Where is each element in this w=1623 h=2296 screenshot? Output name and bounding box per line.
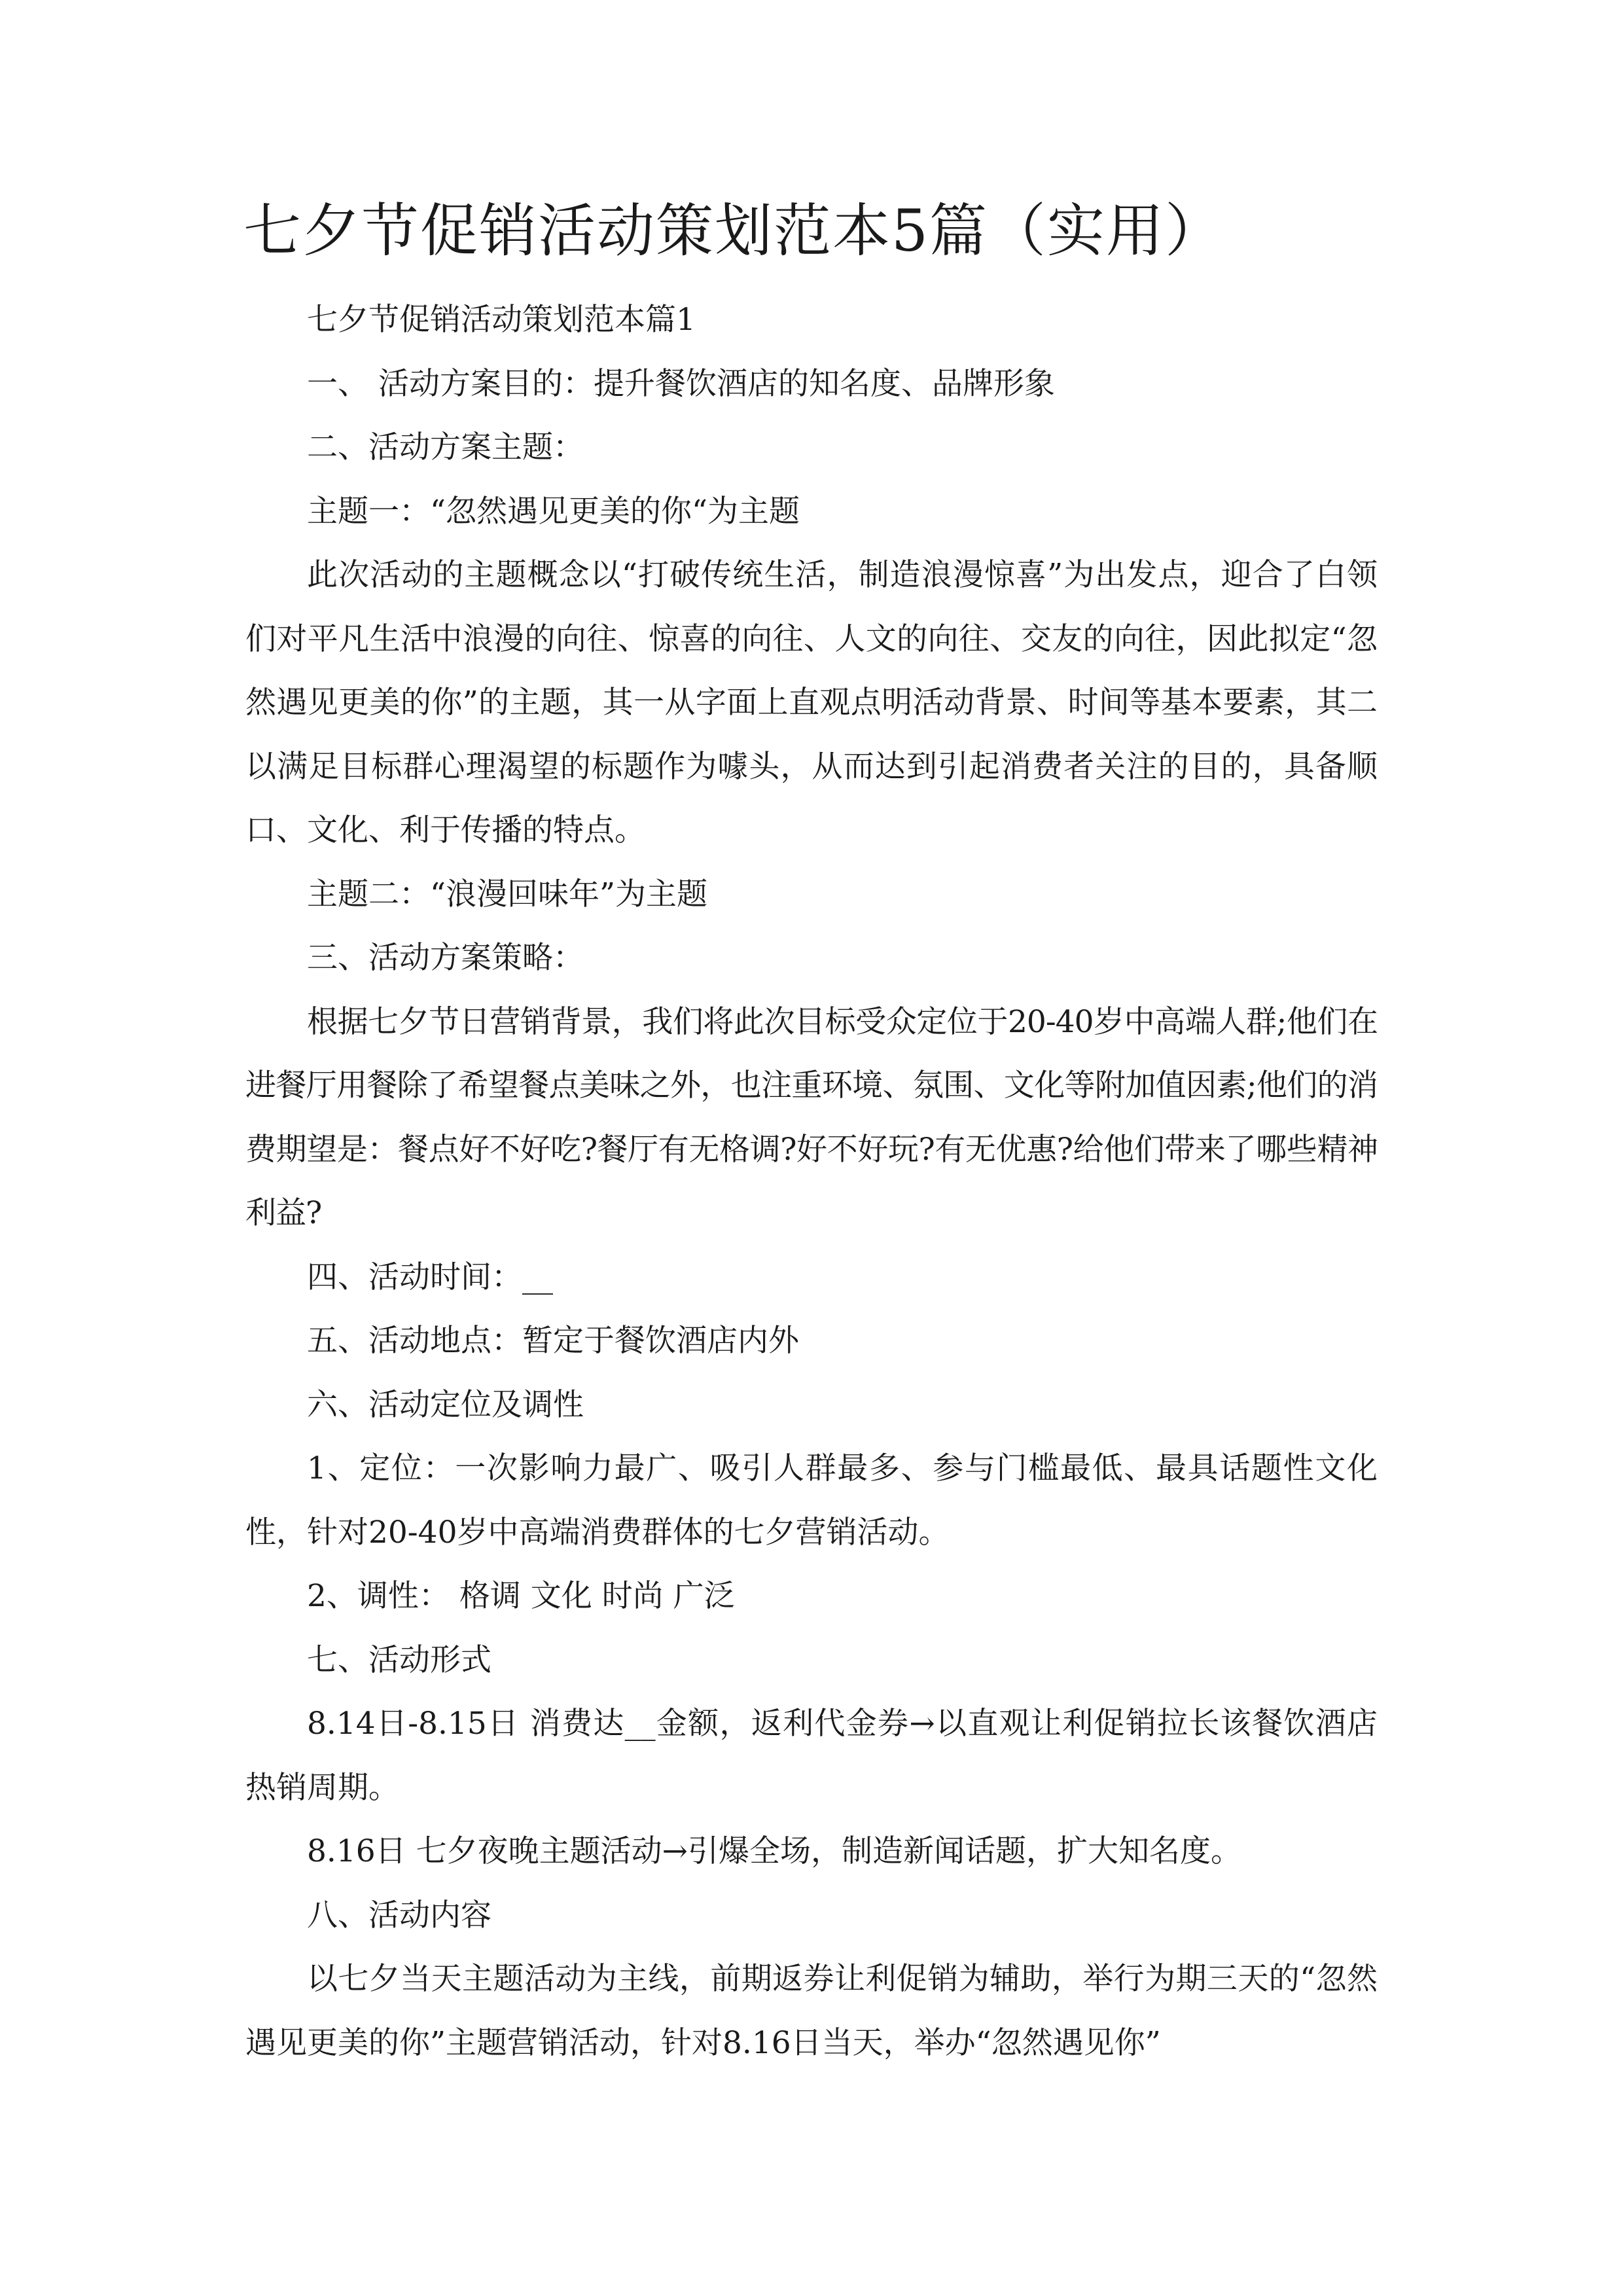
tone-line: 2、调性： 格调 文化 时尚 广泛: [307, 1578, 735, 1614]
document-title: 七夕节促销活动策划范本5篇（实用）: [243, 197, 1224, 264]
section-heading-location: 五、活动地点：暂定于餐饮酒店内外: [307, 1323, 799, 1359]
section-heading-article-1: 七夕节促销活动策划范本篇1: [307, 302, 696, 338]
section-heading-strategy: 三、活动方案策略：: [307, 940, 584, 976]
document-body: [245, 288, 1378, 2075]
strategy-paragraph: 根据七夕节日营销背景，我们将此次目标受众定位于20-40岁中高端人群;他们在进餐厅用餐除了希望餐点美味之外，也注重环境、氛围、文化等附加值因素;他们的消费期望是：餐点好不好吃?餐厅有无格调?好不好玩?有无优惠?给他们带来了哪些精神利益?: [245, 1003, 1378, 1231]
section-heading-format: 七、活动形式: [307, 1641, 491, 1678]
section-heading-content: 八、活动内容: [307, 1897, 491, 1933]
format-item-1: 8.14日-8.15日 消费达__金额，返利代金券→以直观让利促销拉长该餐饮酒店热销周期。: [245, 1706, 1378, 1806]
section-heading-purpose: 一、 活动方案目的：提升餐饮酒店的知名度、品牌形象: [307, 365, 1055, 402]
section-heading-theme: 二、活动方案主题：: [307, 429, 584, 465]
content-paragraph: 以七夕当天主题活动为主线，前期返券让利促销为辅助，举行为期三天的“忽然遇见更美的你”主题营销活动，针对8.16日当天，举办“忽然遇见你”: [245, 1961, 1378, 2061]
positioning-paragraph: 1、定位：一次影响力最广、吸引人群最多、参与门槛最低、最具话题性文化性，针对20-40岁中高端消费群体的七夕营销活动。: [245, 1450, 1378, 1551]
theme-two-line: 主题二：“浪漫回味年”为主题: [307, 876, 708, 912]
section-heading-time: 四、活动时间：__: [307, 1259, 553, 1295]
theme-one-line: 主题一：“忽然遇见更美的你“为主题: [307, 493, 800, 529]
theme-concept-paragraph: 此次活动的主题概念以“打破传统生活，制造浪漫惊喜”为出发点，迎合了白领们对平凡生活中浪漫的向往、惊喜的向往、人文的向往、交友的向往，因此拟定“忽然遇见更美的你”的主题，其一从字面上直观点明活动背景、时间等基本要素，其二以满足目标群心理渴望的标题作为噱头，从而达到引起消费者关注的目的，具备顺口、文化、利于传播的特点。: [245, 557, 1378, 848]
format-item-2: 8.16日 七夕夜晚主题活动→引爆全场，制造新闻话题，扩大知名度。: [307, 1833, 1241, 1869]
section-heading-positioning: 六、活动定位及调性: [307, 1386, 584, 1423]
